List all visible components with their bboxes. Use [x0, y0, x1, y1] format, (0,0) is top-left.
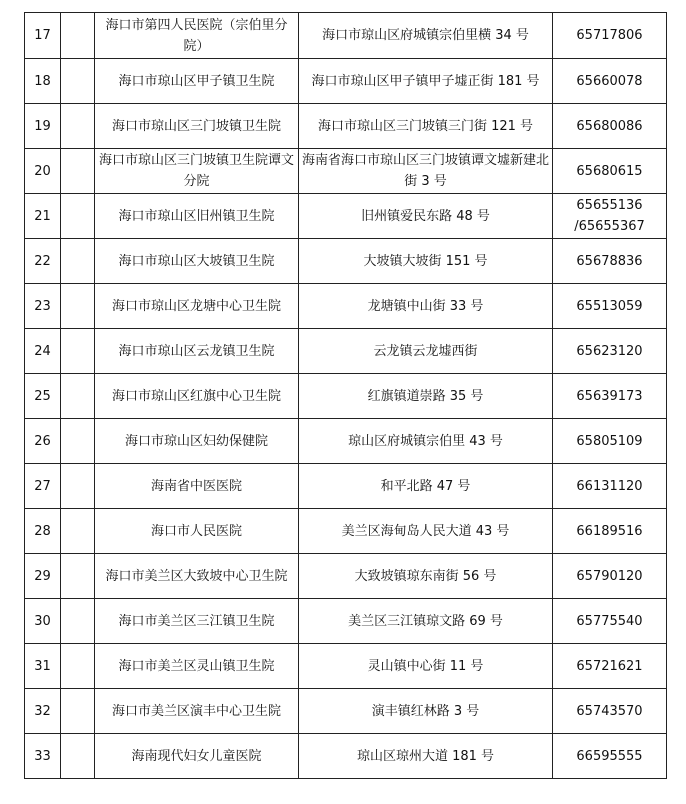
blank-cell: [61, 284, 95, 329]
hospital-address-text: 红旗镇道崇路 35 号: [367, 388, 484, 404]
row-number-text: 24: [34, 343, 51, 359]
table-row: [25, 149, 667, 194]
hospital-phone-text: 66595555: [576, 748, 643, 764]
hospital-name: [95, 13, 299, 59]
table-row: [25, 599, 667, 644]
hospital-name-text: 海南省中医医院: [150, 478, 242, 494]
hospital-name-text: 海口市琼山区云龙镇卫生院: [118, 343, 275, 359]
hospital-phone-text: 65790120: [576, 568, 643, 584]
hospital-address: [299, 13, 553, 59]
hospital-phone-text: 65717806: [576, 28, 643, 43]
row-number: [25, 194, 61, 239]
hospital-address-text: 琼山区府城镇宗伯里 43 号: [348, 433, 503, 449]
blank-cell: [61, 464, 95, 509]
hospital-address-text: 海口市琼山区甲子镇甲子墟正街 181 号: [311, 73, 540, 89]
row-number-text: 20: [34, 163, 51, 179]
table-row: [25, 284, 667, 329]
table-row: [25, 464, 667, 509]
hospital-phone: [553, 13, 667, 59]
blank-cell: [61, 374, 95, 419]
hospital-phone: [553, 509, 667, 554]
hospital-name: [95, 374, 299, 419]
blank-cell: [61, 734, 95, 779]
hospital-name: [95, 689, 299, 734]
row-number-text: 21: [34, 208, 51, 224]
row-number: [25, 599, 61, 644]
row-number-text: 31: [34, 658, 51, 674]
hospital-name-text: 海口市美兰区演丰中心卫生院: [111, 703, 281, 719]
hospital-name: [95, 734, 299, 779]
blank-cell: [61, 149, 95, 194]
hospital-name: [95, 149, 299, 194]
row-number-text: 22: [34, 253, 51, 269]
hospital-name: [95, 284, 299, 329]
hospital-address: [299, 689, 553, 734]
hospital-phone: [553, 239, 667, 284]
row-number: [25, 734, 61, 779]
hospital-name: [95, 239, 299, 284]
row-number-text: 18: [34, 73, 51, 89]
hospital-name-text: 海口市人民医院: [150, 523, 242, 539]
row-number: [25, 239, 61, 284]
row-number-text: 32: [34, 703, 51, 719]
table-row: [25, 104, 667, 149]
hospital-phone-text: 65721621: [576, 658, 643, 674]
hospital-name-text: 海口市美兰区三江镇卫生院: [118, 613, 275, 629]
hospital-address: [299, 284, 553, 329]
blank-cell: [61, 329, 95, 374]
blank-cell: [61, 509, 95, 554]
table-row: [25, 554, 667, 599]
table-row: [25, 374, 667, 419]
hospital-address: [299, 734, 553, 779]
hospital-phone-text: 65513059: [576, 298, 643, 314]
blank-cell: [61, 104, 95, 149]
table-row: [25, 419, 667, 464]
hospital-address-text: 旧州镇爱民东路 48 号: [361, 208, 490, 224]
table-row: [25, 194, 667, 239]
row-number-text: 28: [34, 523, 51, 539]
hospital-address: [299, 599, 553, 644]
row-number-text: 30: [34, 613, 51, 629]
hospital-name-text: 海南现代妇女儿童医院: [131, 748, 262, 764]
row-number-text: 17: [34, 28, 51, 43]
hospital-name-text: 海口市琼山区龙塘中心卫生院: [111, 298, 281, 314]
blank-cell: [61, 59, 95, 104]
hospital-phone-text: 65660078: [576, 73, 643, 89]
hospital-name: [95, 59, 299, 104]
hospital-address-text: 琼山区琼州大道 181 号: [356, 748, 495, 764]
hospital-phone-text: 65775540: [576, 613, 643, 629]
hospital-table-body: [25, 13, 667, 779]
hospital-address-text: 演丰镇红林路 3 号: [371, 703, 480, 719]
hospital-name-text: 海口市琼山区红旗中心卫生院: [111, 388, 281, 404]
row-number: [25, 59, 61, 104]
table-row: [25, 13, 667, 59]
hospital-address: [299, 329, 553, 374]
hospital-address-text: 海口市琼山区三门坡镇三门街 121 号: [317, 118, 534, 134]
row-number: [25, 374, 61, 419]
hospital-name-text: 海口市琼山区三门坡镇卫生院: [111, 118, 281, 134]
hospital-name-text: 海口市美兰区大致坡中心卫生院: [105, 568, 288, 584]
hospital-address: [299, 464, 553, 509]
hospital-phone: [553, 599, 667, 644]
hospital-name: [95, 509, 299, 554]
blank-cell: [61, 554, 95, 599]
table-row: [25, 734, 667, 779]
row-number: [25, 464, 61, 509]
hospital-name: [95, 554, 299, 599]
hospital-name: [95, 194, 299, 239]
hospital-address-text: 海南省海口市琼山区三门坡镇谭文墟新建北街 3 号: [302, 153, 550, 189]
row-number: [25, 689, 61, 734]
row-number: [25, 13, 61, 59]
row-number: [25, 104, 61, 149]
row-number: [25, 554, 61, 599]
hospital-address-text: 大致坡镇琼东南街 56 号: [354, 568, 497, 584]
hospital-phone-text: 65680086: [576, 118, 643, 134]
table-row: [25, 644, 667, 689]
hospital-address-text: 海口市琼山区府城镇宗伯里横 34 号: [322, 28, 529, 43]
hospital-phone-text: 66131120: [576, 478, 643, 494]
hospital-phone-text: 65655136 /65655367: [574, 198, 645, 234]
hospital-address-text: 美兰区海甸岛人民大道 43 号: [341, 523, 510, 539]
hospital-address-text: 龙塘镇中山街 33 号: [367, 298, 484, 314]
blank-cell: [61, 599, 95, 644]
hospital-name-text: 海口市琼山区妇幼保健院: [124, 433, 268, 449]
hospital-table: [24, 12, 667, 779]
hospital-address: [299, 509, 553, 554]
hospital-address: [299, 194, 553, 239]
row-number-text: 25: [34, 388, 51, 404]
hospital-address-text: 美兰区三江镇琼文路 69 号: [348, 613, 503, 629]
hospital-phone: [553, 689, 667, 734]
table-row: [25, 329, 667, 374]
hospital-address: [299, 149, 553, 194]
hospital-phone-text: 65805109: [576, 433, 643, 449]
hospital-phone: [553, 644, 667, 689]
hospital-phone-text: 65678836: [576, 253, 643, 269]
hospital-name: [95, 329, 299, 374]
hospital-address: [299, 644, 553, 689]
row-number-text: 19: [34, 118, 51, 134]
hospital-address-text: 和平北路 47 号: [380, 478, 471, 494]
blank-cell: [61, 689, 95, 734]
hospital-name-text: 海口市琼山区大坡镇卫生院: [118, 253, 275, 269]
hospital-name: [95, 104, 299, 149]
hospital-name: [95, 419, 299, 464]
hospital-address-text: 大坡镇大坡街 151 号: [363, 253, 488, 269]
hospital-name-text: 海口市琼山区旧州镇卫生院: [118, 208, 275, 224]
hospital-name-text: 海口市琼山区甲子镇卫生院: [118, 73, 275, 89]
hospital-phone: [553, 59, 667, 104]
row-number: [25, 419, 61, 464]
hospital-address: [299, 104, 553, 149]
row-number-text: 33: [34, 748, 51, 764]
hospital-phone-text: 65639173: [576, 388, 643, 404]
hospital-name-text: 海口市第四人民医院（宗伯里分院）: [105, 17, 288, 54]
row-number-text: 27: [34, 478, 51, 494]
blank-cell: [61, 419, 95, 464]
hospital-address: [299, 419, 553, 464]
hospital-address: [299, 374, 553, 419]
blank-cell: [61, 13, 95, 59]
hospital-phone: [553, 149, 667, 194]
hospital-name-text: 海口市美兰区灵山镇卫生院: [118, 658, 275, 674]
table-row: [25, 689, 667, 734]
row-number-text: 23: [34, 298, 51, 314]
hospital-address: [299, 59, 553, 104]
row-number: [25, 509, 61, 554]
blank-cell: [61, 239, 95, 284]
row-number: [25, 284, 61, 329]
hospital-address-text: 云龙镇云龙墟西街: [373, 343, 478, 359]
hospital-phone: [553, 104, 667, 149]
hospital-name: [95, 464, 299, 509]
table-row: [25, 509, 667, 554]
hospital-phone: [553, 374, 667, 419]
hospital-address: [299, 554, 553, 599]
hospital-phone: [553, 464, 667, 509]
hospital-phone-text: 65623120: [576, 343, 643, 359]
hospital-phone: [553, 419, 667, 464]
hospital-address-text: 灵山镇中心街 11 号: [367, 658, 484, 674]
hospital-phone: [553, 194, 667, 239]
table-row: [25, 239, 667, 284]
hospital-phone-text: 65743570: [576, 703, 643, 719]
blank-cell: [61, 644, 95, 689]
row-number: [25, 644, 61, 689]
hospital-phone: [553, 734, 667, 779]
hospital-phone-text: 65680615: [576, 163, 643, 179]
table-row: [25, 59, 667, 104]
hospital-phone: [553, 284, 667, 329]
blank-cell: [61, 194, 95, 239]
hospital-name: [95, 599, 299, 644]
hospital-name-text: 海口市琼山区三门坡镇卫生院谭文分院: [98, 153, 294, 189]
hospital-phone: [553, 329, 667, 374]
hospital-phone: [553, 554, 667, 599]
hospital-phone-text: 66189516: [576, 523, 643, 539]
row-number: [25, 329, 61, 374]
row-number-text: 29: [34, 568, 51, 584]
hospital-name: [95, 644, 299, 689]
row-number: [25, 149, 61, 194]
row-number-text: 26: [34, 433, 51, 449]
hospital-address: [299, 239, 553, 284]
